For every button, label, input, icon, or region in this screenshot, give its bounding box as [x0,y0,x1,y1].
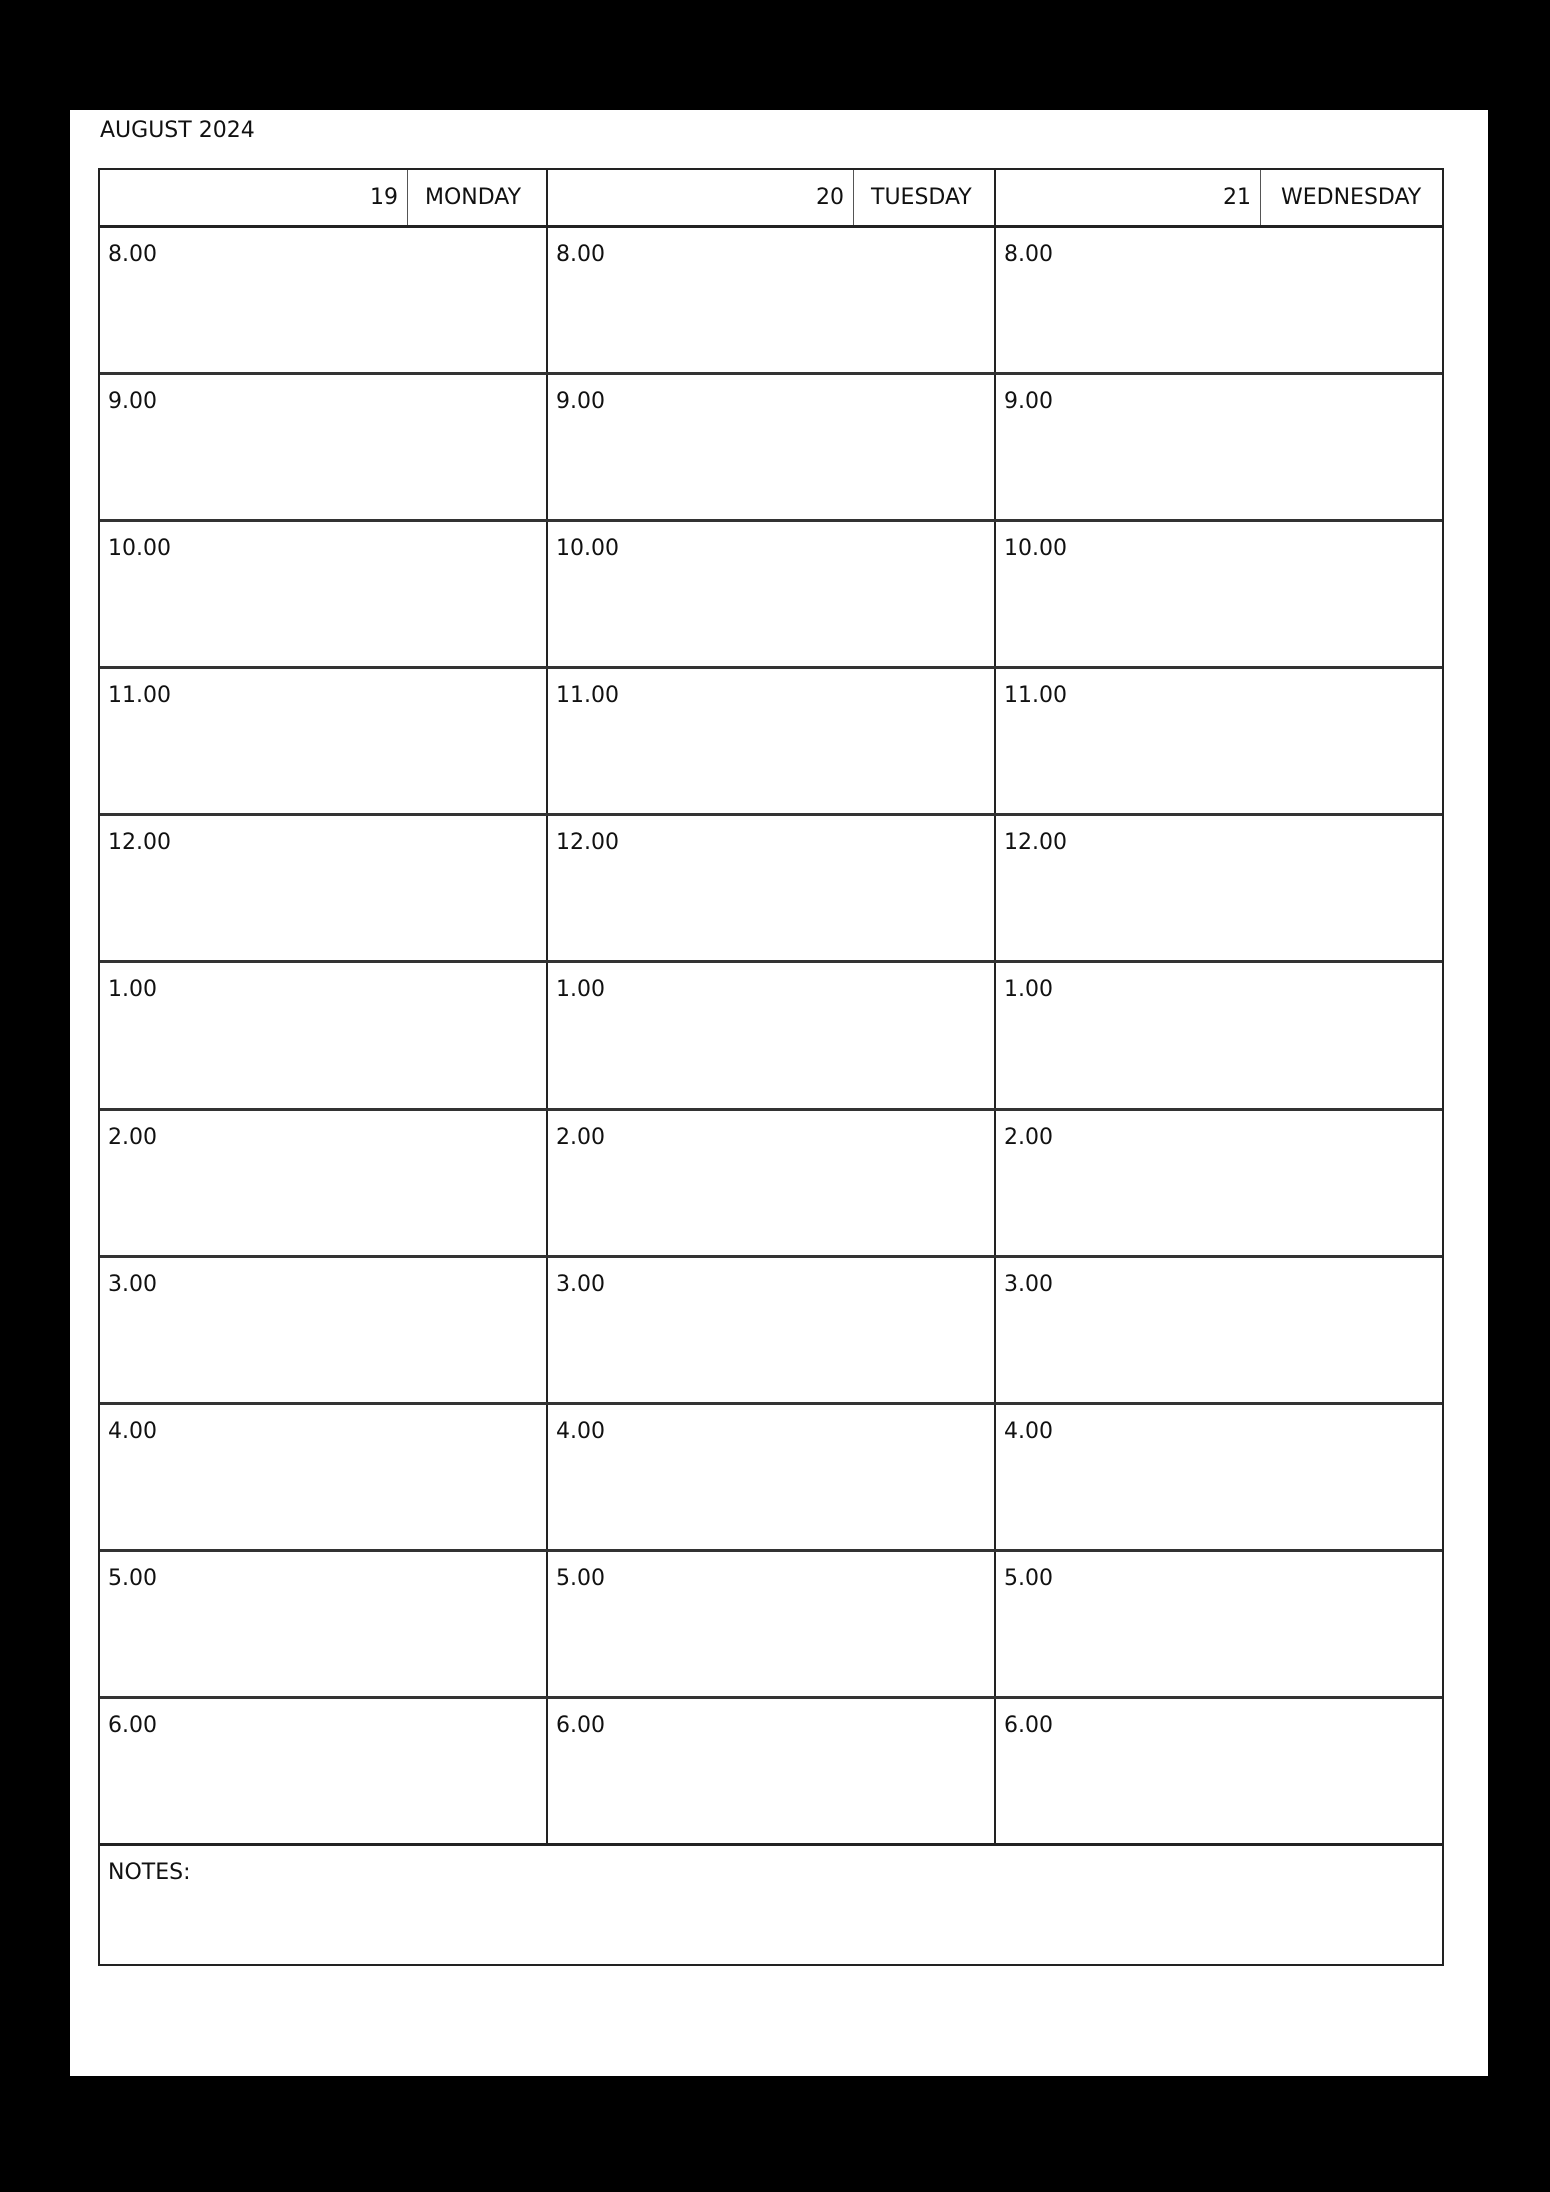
time-label: 11.00 [108,683,171,709]
time-row [100,1552,1442,1699]
day-header-tuesday [548,170,996,225]
time-slot-cell[interactable] [996,816,1442,960]
time-row [100,375,1442,522]
day-name: MONDAY [425,185,522,210]
time-label: 3.00 [108,1271,157,1297]
time-label: 3.00 [556,1271,605,1297]
time-slot-cell[interactable] [548,669,996,813]
time-slot-cell[interactable] [100,522,548,666]
planner-page [70,110,1488,2076]
time-label: 8.00 [1004,242,1053,267]
time-slot-cell[interactable] [996,522,1442,666]
notes-area[interactable] [100,1846,1442,1966]
time-slot-cell[interactable] [996,375,1442,519]
time-label: 9.00 [556,389,605,415]
time-slot-cell[interactable] [548,375,996,519]
time-slot-cell[interactable] [996,1258,1442,1402]
time-slot-cell[interactable] [100,375,548,519]
time-label: 11.00 [556,683,619,709]
time-label: 6.00 [1004,1712,1053,1738]
time-label: 12.00 [1004,830,1067,856]
time-slot-cell[interactable] [996,1699,1442,1843]
time-label: 2.00 [1004,1124,1053,1150]
time-slot-cell[interactable] [548,1405,996,1549]
time-slot-cell[interactable] [548,228,996,372]
time-row [100,1699,1442,1846]
time-slot-cell[interactable] [548,522,996,666]
time-label: 2.00 [556,1124,605,1150]
time-slot-cell[interactable] [996,1405,1442,1549]
time-slot-cell[interactable] [100,1111,548,1255]
day-header-monday [100,170,548,225]
time-row [100,228,1442,375]
time-slot-cell[interactable] [548,1111,996,1255]
time-slot-cell[interactable] [548,1699,996,1843]
notes-label: NOTES: [108,1860,191,1885]
time-label: 10.00 [108,536,171,562]
day-number: 20 [548,170,854,225]
daily-planner-grid [98,168,1444,1966]
time-row [100,1258,1442,1405]
day-name: TUESDAY [871,185,972,210]
day-name: WEDNESDAY [1281,185,1422,210]
time-label: 8.00 [108,242,157,267]
time-slot-cell[interactable] [100,669,548,813]
time-label: 2.00 [108,1124,157,1150]
time-slot-cell[interactable] [100,1258,548,1402]
time-slot-cell[interactable] [100,963,548,1107]
time-label: 5.00 [1004,1565,1053,1591]
day-number: 19 [100,170,408,225]
time-label: 1.00 [556,977,605,1003]
day-header-row [100,170,1442,228]
time-label: 1.00 [1004,977,1053,1003]
month-title: AUGUST 2024 [100,118,255,143]
time-slot-cell[interactable] [996,1552,1442,1696]
time-label: 9.00 [108,389,157,415]
time-label: 12.00 [108,830,171,856]
time-slot-cell[interactable] [996,963,1442,1107]
time-slot-cell[interactable] [548,1258,996,1402]
time-label: 6.00 [108,1712,157,1738]
time-row [100,1111,1442,1258]
time-label: 4.00 [108,1418,157,1444]
time-label: 3.00 [1004,1271,1053,1297]
time-row [100,963,1442,1110]
time-label: 6.00 [556,1712,605,1738]
time-slot-cell[interactable] [996,228,1442,372]
day-number: 21 [996,170,1261,225]
time-row [100,669,1442,816]
time-row [100,522,1442,669]
time-slot-cell[interactable] [100,1699,548,1843]
time-label: 8.00 [556,242,605,267]
time-row [100,1405,1442,1552]
time-label: 12.00 [556,830,619,856]
time-slot-cell[interactable] [996,669,1442,813]
time-label: 5.00 [556,1565,605,1591]
time-slot-cell[interactable] [100,1552,548,1696]
time-slot-grid [100,228,1442,1846]
time-slot-cell[interactable] [100,1405,548,1549]
time-slot-cell[interactable] [100,816,548,960]
time-row [100,816,1442,963]
time-label: 4.00 [556,1418,605,1444]
time-slot-cell[interactable] [996,1111,1442,1255]
time-label: 9.00 [1004,389,1053,415]
time-label: 10.00 [556,536,619,562]
time-slot-cell[interactable] [548,1552,996,1696]
time-label: 10.00 [1004,536,1067,562]
time-label: 11.00 [1004,683,1067,709]
time-label: 4.00 [1004,1418,1053,1444]
time-label: 1.00 [108,977,157,1003]
time-label: 5.00 [108,1565,157,1591]
day-header-wednesday [996,170,1442,225]
time-slot-cell[interactable] [548,963,996,1107]
time-slot-cell[interactable] [548,816,996,960]
time-slot-cell[interactable] [100,228,548,372]
